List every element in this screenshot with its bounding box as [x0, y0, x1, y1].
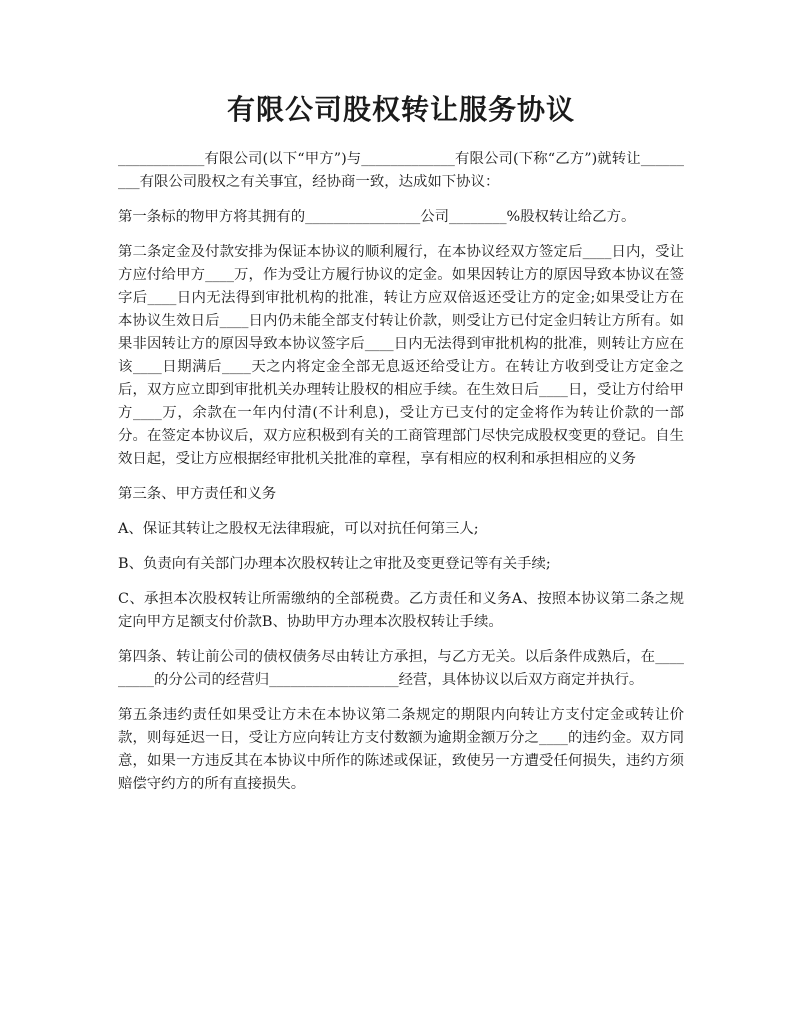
paragraph-article-3-b: B、负责向有关部门办理本次股权转让之审批及变更登记等有关手续;: [118, 556, 551, 572]
paragraph-article-3-a: A、保证其转让之股权无法律瑕疵，可以对抗任何第三人;: [118, 521, 479, 537]
paragraph-article-4: 第四条、转让前公司的债权债务尽由转让方承担，与乙方无关。以后条件成熟后，在_________的分公司的经营归__________________经营，具体协议以后双方商定并执行。: [118, 649, 684, 688]
paragraph-article-3-c: C、承担本次股权转让所需缴纳的全部税费。乙方责任和义务A、按照本协议第二条之规定向甲方足额支付价款B、协助甲方办理本次股权转让手续。: [118, 591, 684, 630]
document-title: 有限公司股权转让服务协议: [226, 93, 575, 126]
paragraph-article-1: 第一条标的物甲方将其拥有的________________公司________%股权转让给乙方。: [118, 209, 636, 225]
paragraph-article-5: 第五条违约责任如果受让方未在本协议第二条规定的期限内向转让方支付定金或转让价款，则每延迟一日，受让方应向转让方支付数额为逾期金额万分之____的违约金。双方同意，如果一方违反其在本协议中所作的陈述或保证，致使另一方遭受任何损失，违约方须赔偿守约方的所有直接损失。: [118, 707, 684, 792]
document-body: [118, 148, 684, 808]
paragraph-article-3-heading: 第三条、甲方责任和义务: [118, 486, 277, 502]
paragraph-article-2: 第二条定金及付款安排为保证本协议的顺利履行，在本协议经双方签定后____日内，受让方应付给甲方____万，作为受让方履行协议的定金。如果因转让方的原因导致本协议在签字后____日内无法得到审批机构的批准，转让方应双倍返还受让方的定金;如果受让方在本协议生效日后____日内仍未能全部支付转让价款，则受让方已付定金归转让方所有。如果非因转让方的原因导致本协议签字后____日内无法得到审批机构的批准，则转让方应在该____日期满后____天之内将定金全部无息返还给受让方。在转让方收到受让方定金之后，双方应立即到审批机关办理转让股权的相应手续。在生效日后____日，受让方付给甲方____万，余款在一年内付清(不计利息)，受让方已支付的定金将作为转让价款的一部分。在签定本协议后，双方应积极到有关的工商管理部门尽快完成股权变更的登记。自生效日起，受让方应根据经审批机关批准的章程，享有相应的权利和承担相应的义务: [118, 244, 684, 467]
paragraph-preamble: ____________有限公司(以下“甲方”)与_____________有限公司(下称“乙方”)就转让_________有限公司股权之有关事宜，经协商一致，达成如下协议：: [118, 151, 684, 190]
